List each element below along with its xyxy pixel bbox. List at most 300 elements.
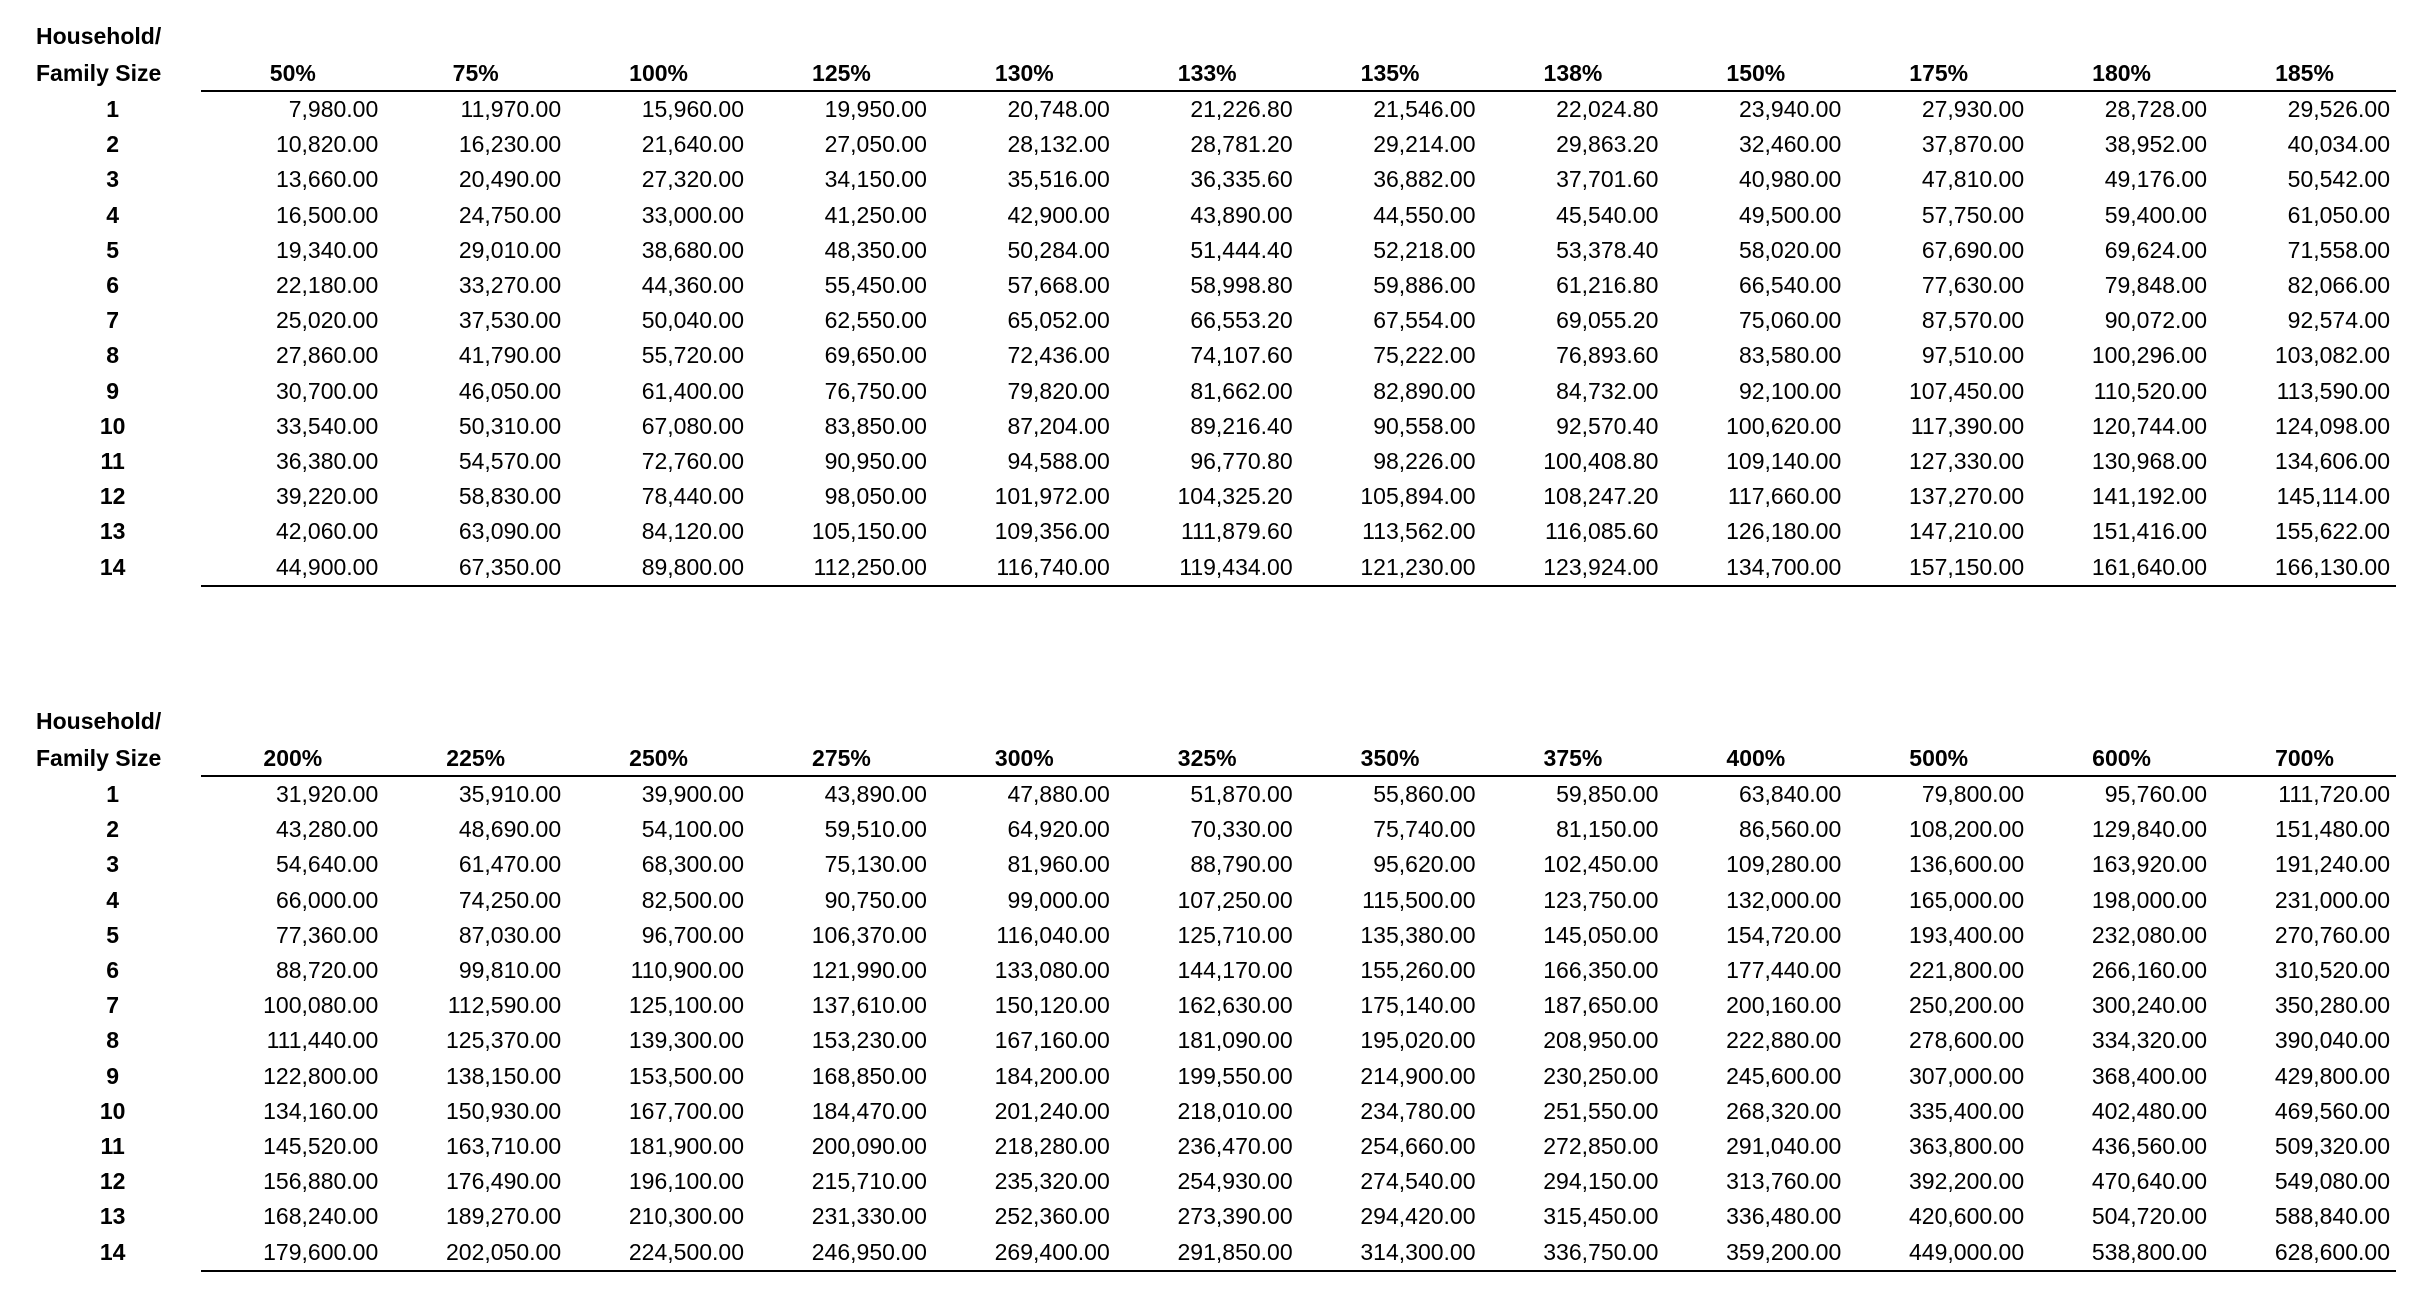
income-cell: 504,720.00 xyxy=(2091,1203,2208,1230)
table-row xyxy=(36,1199,2396,1234)
income-cell: 50,040.00 xyxy=(641,307,745,334)
income-cell: 137,270.00 xyxy=(1909,483,2025,510)
income-cell: 38,680.00 xyxy=(641,236,745,263)
income-cell: 126,180.00 xyxy=(1726,518,1842,545)
column-header: 185% xyxy=(2213,54,2396,91)
income-cell: 92,100.00 xyxy=(1738,377,1842,404)
income-cell: 157,150.00 xyxy=(1847,550,2030,586)
income-cell: 167,160.00 xyxy=(994,1027,1110,1054)
income-cell: 252,360.00 xyxy=(994,1203,1110,1230)
income-cell: 150,120.00 xyxy=(994,992,1110,1019)
household-size-cell: 4 xyxy=(106,201,120,228)
income-cell: 51,444.40 xyxy=(1190,236,1293,263)
income-cell: 81,960.00 xyxy=(1007,851,1110,878)
income-cell: 124,098.00 xyxy=(2274,412,2390,439)
table-row xyxy=(36,812,2396,847)
income-cell: 167,700.00 xyxy=(628,1097,745,1124)
fpl-table-upper xyxy=(36,18,2396,587)
column-header: 375% xyxy=(1482,739,1665,776)
income-cell: 141,192.00 xyxy=(2091,483,2208,510)
income-cell: 218,010.00 xyxy=(1177,1097,1293,1124)
income-cell: 52,218.00 xyxy=(1373,236,1476,263)
income-cell: 35,910.00 xyxy=(458,781,562,807)
income-cell: 109,140.00 xyxy=(1726,448,1842,475)
column-header: 200% xyxy=(201,739,384,776)
income-cell: 168,850.00 xyxy=(811,1062,927,1089)
income-cell: 222,880.00 xyxy=(1726,1027,1842,1054)
table-row xyxy=(36,338,2396,373)
household-size-cell: 10 xyxy=(99,1097,126,1124)
income-cell: 94,588.00 xyxy=(1007,448,1110,475)
income-cell: 144,170.00 xyxy=(1177,957,1293,984)
income-cell: 16,230.00 xyxy=(458,131,562,158)
income-cell: 83,850.00 xyxy=(824,412,927,439)
income-cell: 278,600.00 xyxy=(1909,1027,2025,1054)
column-header: 250% xyxy=(567,739,750,776)
income-cell: 274,540.00 xyxy=(1360,1168,1476,1195)
income-cell: 116,040.00 xyxy=(996,921,1110,948)
income-cell: 176,490.00 xyxy=(446,1168,562,1195)
income-cell: 245,600.00 xyxy=(1726,1062,1842,1089)
column-header: 150% xyxy=(1664,54,1847,91)
income-cell: 307,000.00 xyxy=(1909,1062,2025,1089)
income-cell: 116,085.60 xyxy=(1544,518,1659,545)
table-row xyxy=(36,1059,2396,1094)
column-header: 100% xyxy=(567,54,750,91)
income-cell: 300,240.00 xyxy=(2091,992,2208,1019)
household-size-cell: 13 xyxy=(99,518,126,545)
income-cell: 272,850.00 xyxy=(1543,1133,1659,1160)
income-cell: 76,893.60 xyxy=(1556,342,1659,369)
income-cell: 115,500.00 xyxy=(1362,886,1476,913)
income-cell: 117,660.00 xyxy=(1727,483,1842,510)
income-cell: 145,114.00 xyxy=(2276,483,2390,510)
income-cell: 122,800.00 xyxy=(263,1062,379,1089)
income-cell: 61,400.00 xyxy=(641,377,745,404)
column-header: 50% xyxy=(201,54,384,91)
income-cell: 83,580.00 xyxy=(1738,342,1842,369)
income-cell: 402,480.00 xyxy=(2091,1097,2208,1124)
table-row xyxy=(36,988,2396,1023)
table-row xyxy=(36,953,2396,988)
income-cell: 120,744.00 xyxy=(2091,412,2208,439)
table-body xyxy=(36,776,2396,1271)
column-header: 700% xyxy=(2213,739,2396,776)
income-cell: 125,100.00 xyxy=(628,992,745,1019)
table-row xyxy=(36,444,2396,479)
income-cell: 41,250.00 xyxy=(824,201,927,228)
income-cell: 87,030.00 xyxy=(458,921,562,948)
income-cell: 22,180.00 xyxy=(275,272,379,299)
income-cell: 200,090.00 xyxy=(811,1133,927,1160)
household-size-cell: 13 xyxy=(99,1203,126,1230)
income-cell: 116,740.00 xyxy=(933,550,1116,586)
income-cell: 108,200.00 xyxy=(1909,816,2025,843)
income-cell: 11,970.00 xyxy=(460,96,562,122)
income-cell: 66,553.20 xyxy=(1190,307,1293,334)
income-cell: 177,440.00 xyxy=(1726,957,1842,984)
income-cell: 47,880.00 xyxy=(1007,781,1110,807)
income-cell: 199,550.00 xyxy=(1177,1062,1293,1089)
income-cell: 449,000.00 xyxy=(1847,1235,2030,1271)
income-cell: 96,700.00 xyxy=(641,921,745,948)
income-cell: 40,980.00 xyxy=(1738,166,1842,193)
table-row xyxy=(36,127,2396,162)
income-cell: 66,540.00 xyxy=(1738,272,1842,299)
income-cell: 113,590.00 xyxy=(2276,377,2390,404)
income-cell: 104,325.20 xyxy=(1177,483,1293,510)
income-cell: 46,050.00 xyxy=(458,377,562,404)
income-cell: 27,930.00 xyxy=(1921,96,2025,122)
income-cell: 166,130.00 xyxy=(2213,550,2396,586)
income-cell: 67,080.00 xyxy=(641,412,745,439)
income-cell: 29,863.20 xyxy=(1556,131,1659,158)
income-cell: 67,554.00 xyxy=(1373,307,1476,334)
income-cell: 47,810.00 xyxy=(1921,166,2025,193)
income-cell: 57,750.00 xyxy=(1921,201,2025,228)
table-row xyxy=(36,1164,2396,1199)
income-cell: 65,052.00 xyxy=(1007,307,1110,334)
income-cell: 314,300.00 xyxy=(1299,1235,1482,1271)
income-cell: 103,082.00 xyxy=(2274,342,2390,369)
income-cell: 153,230.00 xyxy=(811,1027,927,1054)
household-size-cell: 12 xyxy=(99,1168,126,1195)
income-cell: 123,924.00 xyxy=(1482,550,1665,586)
income-cell: 125,710.00 xyxy=(1177,921,1293,948)
table-body xyxy=(36,91,2396,586)
income-cell: 55,860.00 xyxy=(1373,781,1476,807)
income-cell: 50,284.00 xyxy=(1007,236,1110,263)
income-cell: 92,570.40 xyxy=(1556,412,1659,439)
income-cell: 61,470.00 xyxy=(458,851,562,878)
income-cell: 82,066.00 xyxy=(2287,272,2390,299)
income-cell: 43,280.00 xyxy=(275,816,379,843)
table-row xyxy=(36,374,2396,409)
income-cell: 36,882.00 xyxy=(1373,166,1476,193)
income-cell: 162,630.00 xyxy=(1177,992,1293,1019)
income-cell: 98,226.00 xyxy=(1373,448,1476,475)
income-cell: 71,558.00 xyxy=(2287,236,2390,263)
income-cell: 29,214.00 xyxy=(1373,131,1476,158)
income-cell: 359,200.00 xyxy=(1664,1235,1847,1271)
income-cell: 67,690.00 xyxy=(1921,236,2025,263)
column-header: 138% xyxy=(1482,54,1665,91)
income-cell: 251,550.00 xyxy=(1543,1097,1659,1124)
income-cell: 119,434.00 xyxy=(1116,550,1299,586)
income-cell: 89,216.40 xyxy=(1190,412,1293,439)
income-cell: 100,296.00 xyxy=(2091,342,2208,369)
income-cell: 59,400.00 xyxy=(2104,201,2208,228)
income-cell: 215,710.00 xyxy=(811,1168,927,1195)
income-cell: 334,320.00 xyxy=(2091,1027,2208,1054)
income-cell: 75,740.00 xyxy=(1373,816,1476,843)
income-cell: 538,800.00 xyxy=(2030,1235,2213,1271)
income-cell: 16,500.00 xyxy=(275,201,379,228)
income-cell: 121,990.00 xyxy=(811,957,927,984)
income-cell: 77,630.00 xyxy=(1921,272,2025,299)
income-cell: 335,400.00 xyxy=(1909,1097,2025,1124)
income-cell: 57,668.00 xyxy=(1007,272,1110,299)
income-cell: 137,610.00 xyxy=(811,992,927,1019)
income-cell: 125,370.00 xyxy=(446,1027,562,1054)
income-cell: 155,260.00 xyxy=(1360,957,1476,984)
column-header: 225% xyxy=(384,739,567,776)
fpl-table-lower xyxy=(36,703,2396,1272)
income-cell: 43,890.00 xyxy=(1190,201,1293,228)
income-cell: 210,300.00 xyxy=(628,1203,745,1230)
income-cell: 28,132.00 xyxy=(1007,131,1110,158)
income-cell: 31,920.00 xyxy=(275,781,379,807)
table-row xyxy=(36,1023,2396,1058)
income-cell: 129,840.00 xyxy=(2091,816,2208,843)
income-cell: 336,750.00 xyxy=(1482,1235,1665,1271)
column-header: 500% xyxy=(1847,739,2030,776)
income-cell: 84,120.00 xyxy=(641,518,745,545)
income-cell: 54,570.00 xyxy=(458,448,562,475)
income-cell: 269,400.00 xyxy=(933,1235,1116,1271)
income-cell: 101,972.00 xyxy=(994,483,1110,510)
income-cell: 145,520.00 xyxy=(263,1133,379,1160)
income-cell: 234,780.00 xyxy=(1360,1097,1476,1124)
household-size-cell: 14 xyxy=(99,554,126,581)
income-cell: 19,340.00 xyxy=(275,236,379,263)
income-cell: 76,750.00 xyxy=(824,377,927,404)
income-cell: 74,250.00 xyxy=(458,886,562,913)
income-cell: 236,470.00 xyxy=(1177,1133,1293,1160)
column-header: 350% xyxy=(1299,739,1482,776)
income-cell: 130,968.00 xyxy=(2091,448,2208,475)
household-size-header-line2: Family Size xyxy=(36,60,162,86)
income-cell: 313,760.00 xyxy=(1726,1168,1842,1195)
income-cell: 21,640.00 xyxy=(641,131,745,158)
household-size-cell: 8 xyxy=(106,342,120,369)
income-cell: 196,100.00 xyxy=(628,1168,745,1195)
income-cell: 150,930.00 xyxy=(446,1097,562,1124)
income-cell: 469,560.00 xyxy=(2274,1097,2390,1124)
income-cell: 86,560.00 xyxy=(1738,816,1842,843)
income-cell: 168,240.00 xyxy=(263,1203,379,1230)
income-cell: 163,920.00 xyxy=(2091,851,2208,878)
column-header: 130% xyxy=(933,54,1116,91)
income-cell: 200,160.00 xyxy=(1726,992,1842,1019)
table-row xyxy=(36,233,2396,268)
income-cell: 294,420.00 xyxy=(1360,1203,1476,1230)
income-cell: 235,320.00 xyxy=(994,1168,1110,1195)
income-cell: 224,500.00 xyxy=(567,1235,750,1271)
income-cell: 117,390.00 xyxy=(1910,412,2025,439)
household-size-cell: 3 xyxy=(106,166,120,193)
income-cell: 62,550.00 xyxy=(824,307,927,334)
income-cell: 254,660.00 xyxy=(1360,1133,1476,1160)
income-cell: 69,055.20 xyxy=(1556,307,1659,334)
income-cell: 105,150.00 xyxy=(811,518,927,545)
income-cell: 67,350.00 xyxy=(384,550,567,586)
income-cell: 108,247.20 xyxy=(1543,483,1659,510)
income-cell: 392,200.00 xyxy=(1909,1168,2025,1195)
household-size-header-line2: Family Size xyxy=(36,745,162,771)
income-cell: 214,900.00 xyxy=(1360,1062,1476,1089)
income-cell: 75,222.00 xyxy=(1373,342,1476,369)
income-table xyxy=(36,18,2396,587)
income-cell: 90,750.00 xyxy=(824,886,927,913)
table-row xyxy=(36,162,2396,197)
income-cell: 50,542.00 xyxy=(2287,166,2390,193)
income-cell: 231,000.00 xyxy=(2274,886,2390,913)
household-size-cell: 1 xyxy=(106,780,120,807)
household-size-cell: 11 xyxy=(100,448,125,475)
income-cell: 198,000.00 xyxy=(2091,886,2208,913)
household-size-header-line1: Household/ xyxy=(36,708,162,734)
income-cell: 33,540.00 xyxy=(275,412,379,439)
column-header: 400% xyxy=(1664,739,1847,776)
income-cell: 110,520.00 xyxy=(2093,377,2208,404)
household-size-cell: 7 xyxy=(106,992,120,1019)
income-cell: 42,900.00 xyxy=(1007,201,1110,228)
income-cell: 42,060.00 xyxy=(275,518,379,545)
income-cell: 202,050.00 xyxy=(384,1235,567,1271)
column-header: 175% xyxy=(1847,54,2030,91)
income-cell: 88,790.00 xyxy=(1190,851,1293,878)
income-cell: 28,728.00 xyxy=(2104,96,2208,122)
column-header: 125% xyxy=(750,54,933,91)
income-cell: 72,760.00 xyxy=(641,448,745,475)
income-cell: 21,546.00 xyxy=(1373,96,1476,122)
income-cell: 33,000.00 xyxy=(641,201,745,228)
income-cell: 23,940.00 xyxy=(1738,96,1842,122)
column-header: 275% xyxy=(750,739,933,776)
income-cell: 99,000.00 xyxy=(1007,886,1110,913)
income-cell: 132,000.00 xyxy=(1726,886,1842,913)
income-cell: 96,770.80 xyxy=(1190,448,1293,475)
income-cell: 163,710.00 xyxy=(446,1133,562,1160)
income-cell: 588,840.00 xyxy=(2274,1203,2390,1230)
income-cell: 231,330.00 xyxy=(811,1203,927,1230)
income-cell: 27,050.00 xyxy=(824,131,927,158)
income-cell: 193,400.00 xyxy=(1909,921,2025,948)
income-cell: 420,600.00 xyxy=(1909,1203,2025,1230)
income-cell: 151,416.00 xyxy=(2091,518,2208,545)
income-cell: 49,176.00 xyxy=(2104,166,2208,193)
table-row xyxy=(36,847,2396,882)
income-cell: 39,900.00 xyxy=(641,781,745,807)
column-header: 600% xyxy=(2030,739,2213,776)
household-size-cell: 3 xyxy=(106,851,120,878)
household-size-cell: 4 xyxy=(106,886,120,913)
income-cell: 48,690.00 xyxy=(458,816,562,843)
table-row xyxy=(36,1235,2396,1271)
income-cell: 266,160.00 xyxy=(2091,957,2208,984)
income-cell: 191,240.00 xyxy=(2274,851,2390,878)
income-cell: 165,000.00 xyxy=(1909,886,2025,913)
income-cell: 59,850.00 xyxy=(1556,781,1659,807)
income-cell: 75,060.00 xyxy=(1738,307,1842,334)
income-cell: 100,408.80 xyxy=(1543,448,1659,475)
income-cell: 363,800.00 xyxy=(1909,1133,2025,1160)
income-cell: 273,390.00 xyxy=(1177,1203,1293,1230)
income-cell: 195,020.00 xyxy=(1360,1027,1476,1054)
income-cell: 70,330.00 xyxy=(1190,816,1293,843)
income-cell: 20,490.00 xyxy=(458,166,562,193)
household-size-cell: 14 xyxy=(99,1239,126,1266)
income-cell: 106,370.00 xyxy=(811,921,927,948)
income-cell: 27,320.00 xyxy=(641,166,745,193)
income-cell: 84,732.00 xyxy=(1556,377,1659,404)
income-cell: 58,998.80 xyxy=(1190,272,1293,299)
income-cell: 54,100.00 xyxy=(641,816,745,843)
income-cell: 75,130.00 xyxy=(824,851,927,878)
income-cell: 291,040.00 xyxy=(1726,1133,1842,1160)
income-cell: 29,526.00 xyxy=(2287,96,2390,122)
income-cell: 87,570.00 xyxy=(1921,307,2025,334)
income-cell: 155,622.00 xyxy=(2274,518,2390,545)
income-cell: 123,750.00 xyxy=(1543,886,1659,913)
table-row xyxy=(36,776,2396,812)
income-cell: 24,750.00 xyxy=(458,201,562,228)
household-size-cell: 5 xyxy=(106,236,120,263)
table-row xyxy=(36,198,2396,233)
income-cell: 470,640.00 xyxy=(2091,1168,2208,1195)
income-cell: 40,034.00 xyxy=(2287,131,2390,158)
income-cell: 390,040.00 xyxy=(2274,1027,2390,1054)
income-cell: 20,748.00 xyxy=(1007,96,1110,122)
income-cell: 59,510.00 xyxy=(824,816,927,843)
income-cell: 549,080.00 xyxy=(2274,1168,2390,1195)
income-cell: 45,540.00 xyxy=(1556,201,1659,228)
income-cell: 48,350.00 xyxy=(824,236,927,263)
income-cell: 74,107.60 xyxy=(1190,342,1293,369)
income-cell: 136,600.00 xyxy=(1909,851,2025,878)
income-cell: 13,660.00 xyxy=(275,166,379,193)
income-cell: 232,080.00 xyxy=(2091,921,2208,948)
income-cell: 61,050.00 xyxy=(2287,201,2390,228)
income-cell: 10,820.00 xyxy=(275,131,379,158)
income-cell: 87,204.00 xyxy=(1007,412,1110,439)
income-cell: 90,950.00 xyxy=(824,448,927,475)
income-cell: 436,560.00 xyxy=(2091,1133,2208,1160)
column-header: 75% xyxy=(384,54,567,91)
household-size-cell: 2 xyxy=(106,131,120,158)
income-cell: 36,380.00 xyxy=(275,448,379,475)
income-cell: 98,050.00 xyxy=(824,483,927,510)
income-cell: 151,480.00 xyxy=(2274,816,2390,843)
income-cell: 184,200.00 xyxy=(994,1062,1110,1089)
income-cell: 121,230.00 xyxy=(1299,550,1482,586)
income-cell: 218,280.00 xyxy=(994,1133,1110,1160)
household-size-cell: 9 xyxy=(106,377,120,404)
income-cell: 63,840.00 xyxy=(1738,781,1842,807)
income-cell: 64,920.00 xyxy=(1007,816,1110,843)
column-header: 135% xyxy=(1299,54,1482,91)
income-cell: 39,220.00 xyxy=(275,483,379,510)
income-cell: 429,800.00 xyxy=(2274,1062,2390,1089)
household-size-cell: 5 xyxy=(106,921,120,948)
income-cell: 250,200.00 xyxy=(1909,992,2025,1019)
income-cell: 21,226.80 xyxy=(1190,96,1293,122)
household-size-cell: 1 xyxy=(106,95,120,122)
income-cell: 133,080.00 xyxy=(994,957,1110,984)
income-cell: 49,500.00 xyxy=(1738,201,1842,228)
household-size-cell: 2 xyxy=(106,816,120,843)
household-size-cell: 7 xyxy=(106,307,120,334)
column-header: 325% xyxy=(1116,739,1299,776)
header-row-line1 xyxy=(36,703,2396,739)
income-cell: 109,280.00 xyxy=(1726,851,1842,878)
income-cell: 201,240.00 xyxy=(994,1097,1110,1124)
income-cell: 68,300.00 xyxy=(641,851,745,878)
income-cell: 166,350.00 xyxy=(1543,957,1659,984)
income-cell: 134,700.00 xyxy=(1664,550,1847,586)
column-header: 300% xyxy=(933,739,1116,776)
